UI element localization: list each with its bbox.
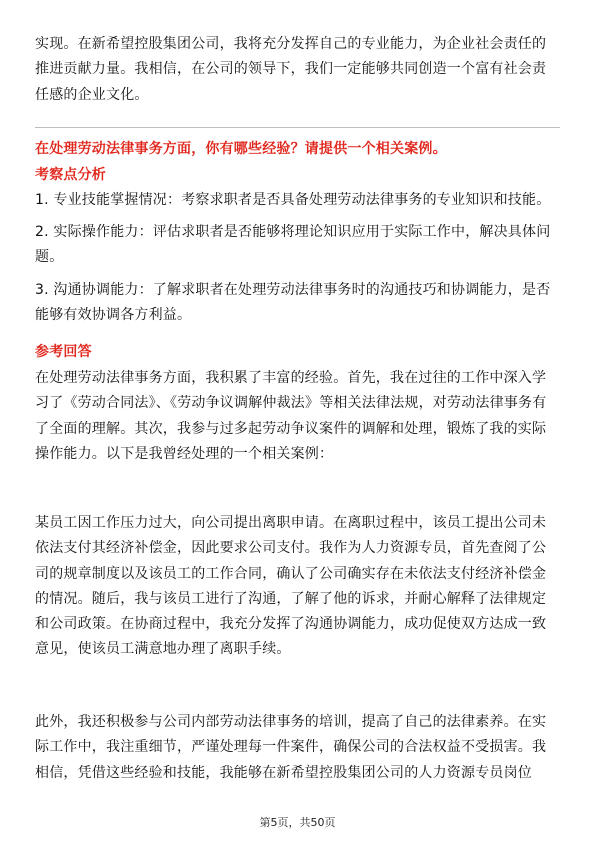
analysis-item-3: 3. 沟通协调能力：了解求职者在处理劳动法律事务时的沟通技巧和协调能力，是否能够有效协调各方利益。	[35, 282, 551, 324]
answer-paragraph-1: 在处理劳动法律事务方面，我积累了丰富的经验。首先，我在过往的工作中深入学习了《劳动合同法》、《劳动争议调解仲裁法》等相关法律法规，对劳动法律事务有了全面的理解。其次，我参与过多起劳动争议案件的调解和处理，锻炼了我的实际操作能力。以下是我曾经处理的一个相关案例：	[35, 370, 547, 462]
intro-paragraph: 实现。在新希望控股集团公司，我将充分发挥自己的专业能力，为企业社会责任的推进贡献力量。我相信，在公司的领导下，我们一定能够共同创造一个富有社会责任感的企业文化。	[35, 36, 547, 103]
answer-heading: 参考回答	[35, 344, 92, 360]
answer-paragraph-2: 某员工因工作压力过大，向公司提出离职申请。在离职过程中，该员工提出公司未依法支付其经济补偿金，因此要求公司支付。我作为人力资源专员，首先查阅了公司的规章制度以及该员工的工作合同，确认了公司确实存在未依法支付经济补偿金的情况。随后，我与该员工进行了沟通，了解了他的诉求，并耐心解释了法律规定和公司政策。在协商过程中，我充分发挥了沟通协调能力，成功促使双方达成一致意见，使该员工满意地办理了离职手续。	[35, 515, 547, 658]
analysis-item-1: 1. 专业技能掌握情况：考察求职者是否具备处理劳动法律事务的专业知识和技能。	[35, 192, 551, 208]
answer-paragraph-3: 此外，我还积极参与公司内部劳动法律事务的培训，提高了自己的法律素养。在实际工作中，我注重细节，严谨处理每一件案件，确保公司的合法权益不受损害。我相信，凭借这些经验和技能，我能够在新希望控股集团公司的人力资源专员岗位	[35, 714, 547, 781]
analysis-heading: 考察点分析	[35, 167, 106, 183]
analysis-item-2: 2. 实际操作能力：评估求职者是否能够将理论知识应用于实际工作中，解决具体问题。	[35, 224, 551, 266]
section-divider	[35, 127, 560, 128]
question-heading: 在处理劳动法律事务方面，你有哪些经验？请提供一个相关案例。	[35, 141, 447, 157]
page-footer: 第5页，共50页	[259, 816, 336, 829]
